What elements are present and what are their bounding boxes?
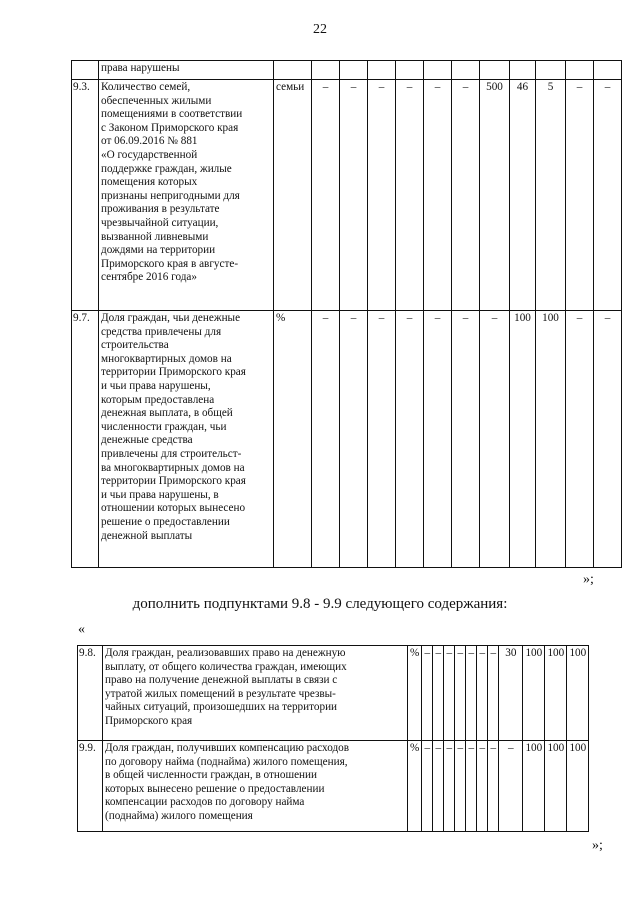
closing-quote: »; <box>592 838 603 853</box>
value-cell: 500 <box>480 80 510 311</box>
text-line: чрезвычайной ситуации, <box>101 216 219 229</box>
text-line: отношении которых вынесено <box>101 502 246 515</box>
indicator-name <box>103 646 408 741</box>
value-cell: – <box>452 311 480 568</box>
text-line: сентябре 2016 года» <box>101 271 197 284</box>
text-line: денежная выплата, в общей <box>101 407 233 420</box>
value-cell: 100 <box>567 646 589 741</box>
row-number: 9.3. <box>72 80 99 311</box>
table-row <box>72 80 622 311</box>
text-line: «О государственной <box>101 148 198 161</box>
text-line: утратой жилых помещений в результате чрезвы- <box>105 687 336 700</box>
value-cell: 5 <box>536 80 566 311</box>
text-line: вызванной ливневыми <box>101 230 209 243</box>
text-line: выплату, от общего количества граждан, имеющих <box>105 660 347 673</box>
value-cell: – <box>455 741 466 832</box>
text-line: по договору найма (поднайма) жилого помещения, <box>105 755 348 768</box>
text-line: денежные средства <box>101 434 193 447</box>
amendment-text: дополнить подпунктами 9.8 - 9.9 следующего содержания: <box>132 596 508 612</box>
text-line: территории Приморского края <box>101 366 246 379</box>
indicator-name <box>99 311 274 568</box>
text-line: проживания в результате <box>101 203 220 216</box>
value-cell: – <box>312 311 340 568</box>
indicator-name <box>99 80 274 311</box>
text-line: которым предоставлена <box>101 393 215 406</box>
value-cell: – <box>396 311 424 568</box>
text-line: численности граждан, чьи <box>101 420 227 433</box>
text-line: Доля граждан, чьи денежные <box>101 312 241 324</box>
value-cell: – <box>396 80 424 311</box>
value-cell: 100 <box>567 741 589 832</box>
value-cell: – <box>424 80 452 311</box>
value-cell: – <box>422 646 433 741</box>
value-cell: – <box>444 741 455 832</box>
value-cell: – <box>433 646 444 741</box>
text-line: Доля граждан, реализовавших право на денежную <box>105 647 346 659</box>
value-cell: 100 <box>545 741 567 832</box>
value-cell: – <box>422 741 433 832</box>
value-cell: – <box>340 311 368 568</box>
row-number: 9.8. <box>78 646 103 741</box>
unit-cell: % <box>274 311 312 568</box>
value-cell: – <box>488 741 499 832</box>
value-cell: – <box>368 311 396 568</box>
text-line: чайных ситуаций, произошедших на территории <box>105 701 338 714</box>
value-cell: – <box>477 741 488 832</box>
text-line: решение о предоставлении <box>101 515 230 528</box>
new-indicators-table <box>77 645 589 832</box>
table-row <box>78 741 589 832</box>
indicators-table <box>71 60 622 568</box>
value-cell: 100 <box>545 646 567 741</box>
text-line: и чьи права нарушены, в <box>101 488 219 501</box>
text-line: Количество семей, <box>101 81 191 93</box>
text-line: территории Приморского края <box>101 475 246 488</box>
table-row <box>78 646 589 741</box>
value-cell: – <box>480 311 510 568</box>
value-cell: – <box>594 80 622 311</box>
value-cell: – <box>444 646 455 741</box>
text-line: в общей численности граждан, в отношении <box>105 769 317 782</box>
value-cell: – <box>566 80 594 311</box>
opening-quote: « <box>78 622 85 637</box>
text-line: поддержке граждан, жилые <box>101 162 232 175</box>
closing-quote: »; <box>583 572 594 587</box>
unit-cell: % <box>408 646 422 741</box>
value-cell: – <box>499 741 523 832</box>
text-line: обеспеченных жилыми <box>101 94 212 107</box>
text-line: право на получение денежной выплаты в связи с <box>105 674 338 687</box>
value-cell: 100 <box>510 311 536 568</box>
text-line: средства привлечены для <box>101 325 222 338</box>
value-cell: – <box>424 311 452 568</box>
text-line: Доля граждан, получивших компенсацию расходов <box>105 742 350 754</box>
value-cell: 100 <box>536 311 566 568</box>
value-cell: – <box>455 646 466 741</box>
text-line: привлечены для строительст- <box>101 447 242 460</box>
text-line: признаны непригодными для <box>101 189 240 202</box>
text-line: которых вынесено решение о предоставлении <box>105 782 325 795</box>
row-number: 9.9. <box>78 741 103 832</box>
value-cell: 100 <box>523 646 545 741</box>
text-line: дождями на территории <box>101 244 216 257</box>
value-cell: 30 <box>499 646 523 741</box>
text-line: помещениями в соответствии <box>101 108 243 121</box>
num-cell <box>72 61 99 80</box>
value-cell: 46 <box>510 80 536 311</box>
value-cell: – <box>312 80 340 311</box>
row-number: 9.7. <box>72 311 99 568</box>
text-line: ва многоквартирных домов на <box>101 461 245 474</box>
value-cell: 100 <box>523 741 545 832</box>
table-row <box>72 311 622 568</box>
value-cell: – <box>566 311 594 568</box>
unit-cell: семьи <box>274 80 312 311</box>
unit-cell: % <box>408 741 422 832</box>
value-cell: – <box>340 80 368 311</box>
text-line: (поднайма) жилого помещения <box>105 809 253 822</box>
value-cell: – <box>594 311 622 568</box>
text-line: многоквартирных домов на <box>101 352 232 365</box>
value-cell: – <box>477 646 488 741</box>
text-line: с Законом Приморского края <box>101 121 239 134</box>
value-cell: – <box>433 741 444 832</box>
cont-text-cell: права нарушены <box>99 61 274 80</box>
table-row <box>72 61 622 80</box>
text-line: от 06.09.2016 № 881 <box>101 135 198 148</box>
text-line: Приморского края в августе- <box>101 257 239 270</box>
text-line: компенсации расходов по договору найма <box>105 796 305 809</box>
text-line: строительства <box>101 339 169 352</box>
text-line: Приморского края <box>105 714 193 727</box>
value-cell: – <box>488 646 499 741</box>
value-cell: – <box>452 80 480 311</box>
indicator-name <box>103 741 408 832</box>
text-line: помещения которых <box>101 176 198 189</box>
page-number: 22 <box>313 22 327 37</box>
text-line: денежной выплаты <box>101 529 193 542</box>
value-cell: – <box>466 646 477 741</box>
value-cell: – <box>466 741 477 832</box>
value-cell: – <box>368 80 396 311</box>
text-line: и чьи права нарушены, <box>101 379 211 392</box>
